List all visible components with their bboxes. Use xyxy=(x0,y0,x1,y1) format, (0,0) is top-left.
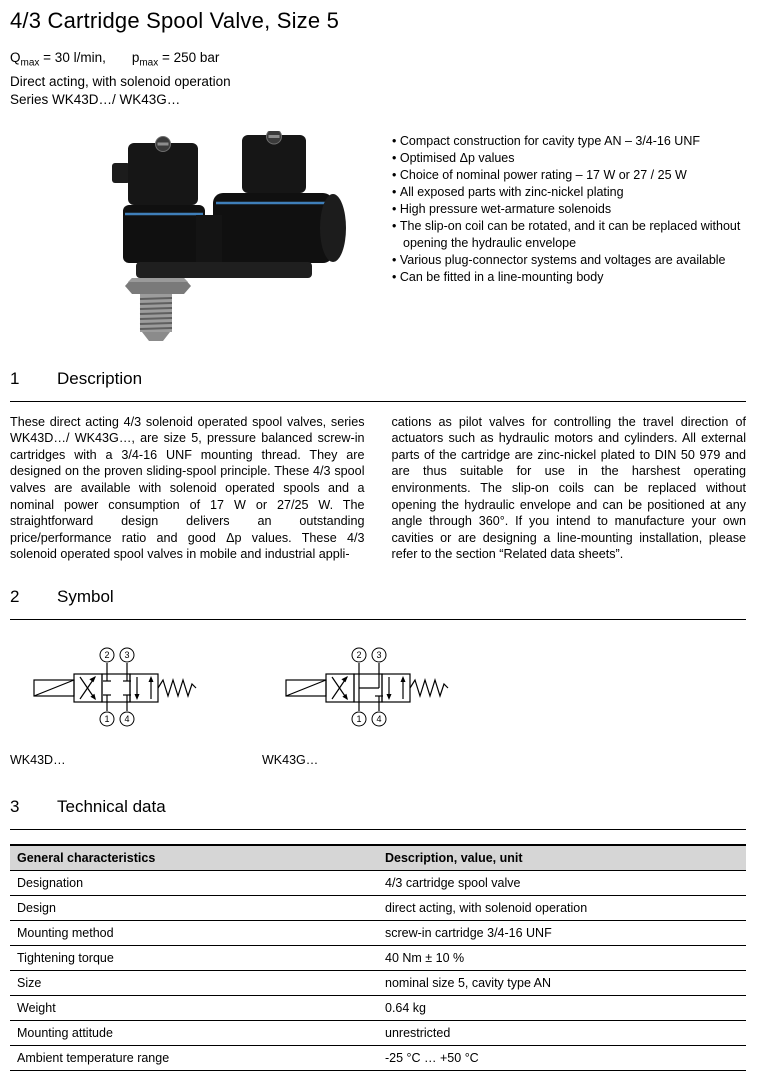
description-column-left: These direct acting 4/3 solenoid operated spool valves, series WK43D…/ WK43G…, are size 5, pressure balanced screw-in cartridges with a 3/4-16 UNF mounting thread. They are designed on the proven sliding-spool principle. These 4/3 spool valves are available with solenoid operated spools and a nominal power consumption of 17 W or 27/25 W. The straightforward design delivers an outstanding price/performance ratio and good Δp values. These 4/3 solenoid operated spool valves in mobile and industrial appli- xyxy=(10,414,365,562)
qmax-symbol: Q xyxy=(10,50,21,65)
table-row-size xyxy=(10,971,746,996)
pmax-spec xyxy=(131,50,220,69)
section-heading-symbol xyxy=(10,587,746,620)
qmax-value: = 30 l/min, xyxy=(39,50,106,65)
feature-item: • Compact construction for cavity type AN – 3/4-16 UNF xyxy=(392,133,746,150)
port-label-2: 2 xyxy=(356,650,362,661)
row-label: Weight xyxy=(10,996,378,1021)
symbol-label-wk43d: WK43D… xyxy=(10,753,66,768)
technical-data-table xyxy=(10,844,746,1071)
feature-item: • High pressure wet-armature solenoids xyxy=(392,201,746,218)
row-value: 4/3 cartridge spool valve xyxy=(378,871,746,896)
feature-item: • Optimised Δp values xyxy=(392,150,746,167)
col-header-description-value-unit: Description, value, unit xyxy=(378,845,746,871)
section-heading-description xyxy=(10,369,746,402)
page-title: 4/3 Cartridge Spool Valve, Size 5 xyxy=(10,8,340,33)
symbol-wk43g xyxy=(262,642,500,767)
pmax-value: = 250 bar xyxy=(158,50,220,65)
row-value: -25 °C … +50 °C xyxy=(378,1046,746,1071)
table-row-mounting-attitude xyxy=(10,1021,746,1046)
description-columns xyxy=(10,414,746,563)
symbol-wk43d xyxy=(10,642,248,767)
row-value: 40 Nm ± 10 % xyxy=(378,946,746,971)
subtitle-series: Series WK43D…/ WK43G… xyxy=(10,91,181,107)
symbols-section xyxy=(10,642,746,767)
row-value: nominal size 5, cavity type AN xyxy=(378,971,746,996)
section-number: 3 xyxy=(10,797,20,817)
pmax-subscript: max xyxy=(139,57,159,69)
row-value: direct acting, with solenoid operation xyxy=(378,896,746,921)
qmax-subscript: max xyxy=(20,57,40,69)
col-header-general-characteristics: General characteristics xyxy=(10,845,378,871)
qmax-spec xyxy=(10,50,106,69)
row-label: Design xyxy=(10,896,378,921)
table-row-tightening-torque xyxy=(10,946,746,971)
section-title: Technical data xyxy=(57,797,166,817)
section-heading-technical xyxy=(10,797,746,830)
row-label: Size xyxy=(10,971,378,996)
table-row-designation xyxy=(10,871,746,896)
row-label: Tightening torque xyxy=(10,946,378,971)
row-value: unrestricted xyxy=(378,1021,746,1046)
row-value: 0.64 kg xyxy=(378,996,746,1021)
symbol-label-wk43g: WK43G… xyxy=(262,753,319,768)
valve-illustration xyxy=(96,131,358,343)
section-number: 1 xyxy=(10,368,20,388)
feature-item: • Can be fitted in a line-mounting body xyxy=(392,269,746,286)
subtitle-block xyxy=(10,49,746,109)
port-label-3: 3 xyxy=(376,650,382,661)
row-label: Designation xyxy=(10,871,378,896)
port-label-1: 1 xyxy=(104,714,110,725)
subtitle-operation: Direct acting, with solenoid operation xyxy=(10,73,231,89)
max-specs-line xyxy=(10,49,746,73)
port-label-3: 3 xyxy=(124,650,130,661)
section-title: Symbol xyxy=(57,587,114,607)
table-header-row xyxy=(10,845,746,871)
row-value: screw-in cartridge 3/4-16 UNF xyxy=(378,921,746,946)
description-column-right: cations as pilot valves for controlling the travel direction of actuators such as hydraulic motors and cylinders. All external parts of the cartridge are zinc-nickel plated to DIN 50 979 and are thus suitable for use in the harshest operating environments. The slip-on coils can be replaced without opening the hydraulic envelope and can be positioned at any angle through 360°. If you intend to manufacture your own cavities or are designing a line-mounting installation, please refer to the section “Related data sheets”. xyxy=(391,414,746,562)
section-number: 2 xyxy=(10,587,20,607)
pmax-symbol: p xyxy=(131,50,140,65)
feature-item: • The slip-on coil can be rotated, and it can be replaced without opening the hydraulic envelope xyxy=(392,218,746,252)
row-label: Mounting method xyxy=(10,921,378,946)
table-row-weight xyxy=(10,996,746,1021)
feature-item: • Choice of nominal power rating – 17 W or 27 / 25 W xyxy=(392,167,746,184)
table-row-mounting-method xyxy=(10,921,746,946)
port-label-1: 1 xyxy=(356,714,362,725)
port-label-4: 4 xyxy=(124,714,130,725)
section-title: Description xyxy=(57,368,143,388)
port-label-4: 4 xyxy=(376,714,382,725)
product-photo xyxy=(10,131,392,343)
intro-section xyxy=(10,131,746,343)
port-label-2: 2 xyxy=(104,650,110,661)
hydraulic-symbol-wk43g xyxy=(262,642,500,738)
row-label: Ambient temperature range xyxy=(10,1046,378,1071)
feature-item: • Various plug-connector systems and voltages are available xyxy=(392,252,746,269)
table-row-design xyxy=(10,896,746,921)
hydraulic-symbol-wk43d xyxy=(10,642,248,738)
row-label: Mounting attitude xyxy=(10,1021,378,1046)
features-list xyxy=(392,133,746,343)
table-row-ambient-temperature xyxy=(10,1046,746,1071)
feature-item: • All exposed parts with zinc-nickel plating xyxy=(392,184,746,201)
